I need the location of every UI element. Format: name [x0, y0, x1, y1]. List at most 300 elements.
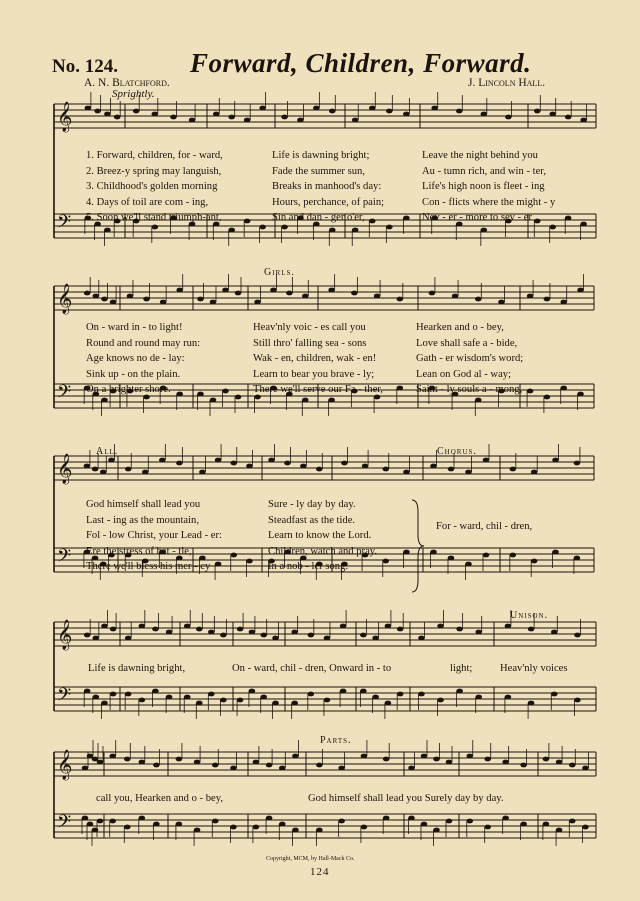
notehead	[143, 297, 150, 302]
notehead	[465, 470, 472, 475]
notehead	[108, 458, 115, 463]
notehead	[582, 766, 589, 771]
notehead	[484, 825, 491, 830]
notehead	[152, 627, 159, 632]
notehead	[196, 701, 203, 706]
lyric-line: Sink up - on the plain.	[86, 368, 181, 380]
notehead	[403, 216, 410, 221]
all-label: All.	[96, 446, 119, 457]
notehead	[430, 464, 437, 469]
notehead	[456, 689, 463, 694]
notehead	[230, 825, 237, 830]
notehead	[397, 692, 404, 697]
notehead	[505, 695, 512, 700]
notehead	[266, 763, 273, 768]
notehead	[397, 297, 404, 302]
notehead	[279, 766, 286, 771]
notehead	[244, 118, 251, 123]
page-number: 124	[310, 866, 330, 878]
notehead	[104, 112, 111, 117]
words-credit: A. N. Blatchford.	[84, 77, 170, 89]
notehead	[110, 300, 117, 305]
notehead	[300, 464, 307, 469]
notehead	[520, 763, 527, 768]
notehead	[308, 692, 315, 697]
notehead	[272, 636, 279, 641]
notehead	[505, 115, 512, 120]
notehead	[139, 816, 146, 821]
tempo-marking: Sprightly.	[112, 88, 155, 100]
notehead	[281, 115, 288, 120]
notehead	[246, 559, 253, 564]
notehead	[279, 822, 286, 827]
chorus-intro-lyric: For - ward, chil - dren,	[436, 521, 533, 532]
lyric-line: Fade the summer sun,	[272, 165, 365, 177]
notehead	[569, 763, 576, 768]
notehead	[565, 216, 572, 221]
lyric-line: Children, watch and pray.	[268, 545, 378, 557]
notehead	[125, 467, 132, 472]
lyric-line: Breaks in manhood's day:	[272, 181, 382, 192]
notehead	[260, 633, 267, 638]
notehead	[208, 692, 215, 697]
notehead	[565, 115, 572, 120]
notehead	[133, 109, 140, 114]
notehead	[110, 627, 117, 632]
notehead	[215, 458, 222, 463]
notehead	[372, 695, 379, 700]
notehead	[101, 297, 108, 302]
notehead	[196, 627, 203, 632]
notehead	[92, 467, 99, 472]
notehead	[351, 291, 358, 296]
notehead	[577, 288, 584, 293]
notehead	[475, 398, 482, 403]
notehead	[84, 291, 91, 296]
notehead	[328, 398, 335, 403]
notehead	[270, 288, 277, 293]
bass-clef: 𝄢	[57, 212, 72, 237]
notehead	[292, 828, 299, 833]
notehead	[272, 701, 279, 706]
hymn-title: Forward, Children, Forward.	[190, 48, 532, 78]
notehead	[266, 816, 273, 821]
notehead	[408, 766, 415, 771]
notehead	[259, 106, 266, 111]
notehead	[210, 300, 217, 305]
lyric-line: Fol - low Christ, your Lead - er:	[86, 530, 222, 541]
notehead	[125, 692, 132, 697]
notehead	[338, 819, 345, 824]
notehead	[104, 228, 111, 233]
notehead	[340, 624, 347, 629]
notehead	[329, 109, 336, 114]
lyric-line: Life is dawning bright;	[272, 150, 370, 161]
notehead	[466, 754, 473, 759]
notehead	[101, 624, 108, 629]
music-credit: J. Lincoln Hall.	[468, 77, 546, 89]
notehead	[448, 556, 455, 561]
notehead	[160, 300, 167, 305]
notehead	[397, 386, 404, 391]
notehead	[213, 112, 220, 117]
notehead	[124, 757, 131, 762]
notehead	[531, 470, 538, 475]
chorus-lyric: Life is dawning bright,	[88, 663, 186, 674]
notehead	[230, 553, 237, 558]
notehead	[97, 760, 104, 765]
lyric-line: Au - tumn rich, and win - ter,	[422, 165, 547, 177]
notehead	[580, 222, 587, 227]
notehead	[362, 464, 369, 469]
notehead	[361, 754, 368, 759]
notehead	[502, 816, 509, 821]
notehead	[418, 692, 425, 697]
notehead	[110, 692, 117, 697]
lyric-line: There we'll serve our Fa - ther,	[253, 384, 384, 395]
lyric-line: Learn to know the Lord.	[268, 530, 372, 541]
notehead	[386, 109, 393, 114]
notehead	[142, 470, 149, 475]
notehead	[544, 395, 551, 400]
notehead	[527, 294, 534, 299]
notehead	[220, 698, 227, 703]
notehead	[421, 754, 428, 759]
notehead	[534, 109, 541, 114]
notehead	[452, 294, 459, 299]
notehead	[556, 828, 563, 833]
verse-col-a-2	[86, 320, 200, 398]
copyright-notice: Copyright, MCM, by Hall-Mack Co.	[266, 856, 355, 862]
notehead	[544, 297, 551, 302]
notehead	[82, 816, 89, 821]
notehead	[437, 698, 444, 703]
notehead	[574, 633, 581, 638]
notehead	[456, 109, 463, 114]
lyric-line: Lean on God al - way;	[416, 368, 512, 380]
notehead	[249, 630, 256, 635]
notehead	[369, 106, 376, 111]
notehead	[237, 627, 244, 632]
notehead	[446, 819, 453, 824]
notehead	[560, 386, 567, 391]
notehead	[338, 766, 345, 771]
notehead	[222, 288, 229, 293]
notehead	[166, 695, 173, 700]
notehead	[249, 689, 256, 694]
notehead	[433, 757, 440, 762]
notehead	[235, 395, 242, 400]
bass-clef: 𝄢	[57, 382, 72, 407]
notehead	[230, 461, 237, 466]
notehead	[352, 228, 359, 233]
lyric-line: 2. Breez-y spring may languish,	[86, 165, 222, 177]
notehead	[127, 294, 134, 299]
notehead	[316, 763, 323, 768]
notehead	[93, 636, 100, 641]
notehead	[85, 106, 92, 111]
notehead	[403, 470, 410, 475]
chorus-lyric: call you, Hearken and o - bey,	[96, 793, 223, 804]
notehead	[484, 757, 491, 762]
notehead	[139, 624, 146, 629]
notehead	[260, 695, 267, 700]
bass-clef: 𝄢	[57, 546, 72, 571]
parts-label: Parts.	[320, 735, 352, 746]
lyric-line: God himself shall lead you	[86, 499, 201, 510]
lyric-line: Love shall safe a - bide,	[416, 337, 518, 349]
verse-col-b-2	[253, 320, 383, 398]
notehead	[208, 630, 215, 635]
lyric-line: Heav'nly voic - es call you	[253, 322, 366, 333]
chorus-lyric: Heav'nly voices	[500, 663, 568, 674]
notehead	[235, 291, 242, 296]
notehead	[429, 291, 436, 296]
notehead	[520, 822, 527, 827]
lyric-line: Life's high noon is fleet - ing	[422, 181, 545, 192]
notehead	[543, 757, 550, 762]
notehead	[397, 627, 404, 632]
treble-clef: 𝄞	[57, 620, 73, 650]
notehead	[341, 461, 348, 466]
notehead	[556, 760, 563, 765]
notehead	[297, 118, 304, 123]
lyric-line: On a brighter shore.	[86, 384, 171, 395]
lyric-line: 3. Childhood's golden morning	[86, 181, 218, 192]
notehead	[176, 288, 183, 293]
lyric-line: There we'll bless his mer - cy	[86, 561, 211, 572]
notehead	[580, 118, 587, 123]
notehead	[153, 822, 160, 827]
notehead	[184, 695, 191, 700]
notehead	[552, 458, 559, 463]
notehead	[194, 828, 201, 833]
notehead	[421, 822, 428, 827]
notehead	[386, 225, 393, 230]
lyric-line: In a nob - ler song.	[268, 561, 349, 572]
notehead	[94, 109, 101, 114]
notehead	[552, 550, 559, 555]
notehead	[291, 701, 298, 706]
verse-col-c-2	[416, 320, 523, 398]
notehead	[551, 692, 558, 697]
notehead	[197, 297, 204, 302]
notehead	[324, 698, 331, 703]
notehead	[194, 760, 201, 765]
notehead	[475, 297, 482, 302]
notehead	[189, 118, 196, 123]
notehead	[109, 819, 116, 824]
lyric-line: Nev - er - more to sev - er	[422, 212, 533, 223]
notehead	[199, 470, 206, 475]
notehead	[308, 633, 315, 638]
notehead	[328, 288, 335, 293]
lyric-line: 4. Days of toil are com - ing,	[86, 196, 209, 208]
notehead	[170, 115, 177, 120]
notehead	[574, 698, 581, 703]
notehead	[360, 633, 367, 638]
notehead	[152, 112, 159, 117]
notehead	[510, 467, 517, 472]
notehead	[456, 627, 463, 632]
notehead	[340, 689, 347, 694]
notehead	[510, 553, 517, 558]
treble-clef: 𝄞	[57, 454, 73, 484]
lyric-line: 5. Soon we'll stand triumph-ant,	[86, 212, 222, 223]
notehead	[361, 825, 368, 830]
verse-col-a-1	[86, 148, 223, 226]
notehead	[313, 106, 320, 111]
notehead	[222, 389, 229, 394]
notehead	[84, 689, 91, 694]
notehead	[284, 461, 291, 466]
notehead	[574, 461, 581, 466]
notehead	[125, 636, 132, 641]
notehead	[253, 760, 260, 765]
lyric-line: 1. Forward, children, for - ward,	[86, 150, 223, 161]
lyric-line: Round and round may run:	[86, 337, 201, 349]
lyric-line: Con - flicts where the might - y	[422, 196, 556, 208]
notehead	[446, 760, 453, 765]
notehead	[324, 636, 331, 641]
notehead	[139, 698, 146, 703]
notehead	[291, 630, 298, 635]
notehead	[237, 698, 244, 703]
notehead	[531, 559, 538, 564]
notehead	[577, 392, 584, 397]
notehead	[382, 559, 389, 564]
notehead	[268, 458, 275, 463]
notehead	[448, 467, 455, 472]
lyric-line: Sin and dan - ger o'er,	[272, 212, 365, 223]
lyric-line: Still thro' falling sea - sons	[253, 337, 367, 349]
notehead	[481, 112, 488, 117]
lyric-line: Age knows no de - lay:	[86, 353, 185, 364]
notehead	[84, 633, 91, 638]
notehead	[528, 627, 535, 632]
notehead	[228, 115, 235, 120]
notehead	[93, 294, 100, 299]
notehead	[582, 825, 589, 830]
notehead	[259, 225, 266, 230]
notehead	[212, 763, 219, 768]
verse-col-c-1	[422, 148, 555, 226]
notehead	[543, 822, 550, 827]
notehead	[528, 701, 535, 706]
notehead	[403, 550, 410, 555]
notehead	[84, 464, 91, 469]
notehead	[97, 819, 104, 824]
notehead	[152, 689, 159, 694]
notehead	[329, 228, 336, 233]
notehead	[437, 624, 444, 629]
lyric-line: Hearken and o - bey,	[416, 322, 504, 333]
notehead	[481, 228, 488, 233]
lyric-line: Leave the night behind you	[422, 150, 538, 161]
notehead	[286, 291, 293, 296]
notehead	[210, 398, 217, 403]
notehead	[184, 624, 191, 629]
notehead	[176, 822, 183, 827]
notehead	[374, 294, 381, 299]
notehead	[505, 624, 512, 629]
lyric-line: Learn to bear you brave - ly;	[253, 368, 375, 380]
notehead	[100, 470, 107, 475]
lyric-line: Wak - en, children, wak - en!	[253, 353, 377, 364]
lyric-line: Hours, perchance, of pain;	[272, 196, 385, 208]
notehead	[101, 398, 108, 403]
notehead	[176, 757, 183, 762]
notehead	[483, 458, 490, 463]
notehead	[383, 816, 390, 821]
notehead	[475, 630, 482, 635]
notehead	[385, 701, 392, 706]
lyric-line: Steadfast as the tide.	[268, 514, 356, 526]
notehead	[383, 757, 390, 762]
bass-clef: 𝄢	[57, 812, 72, 837]
notehead	[212, 819, 219, 824]
notehead	[93, 695, 100, 700]
notehead	[302, 294, 309, 299]
notehead	[244, 219, 251, 224]
notehead	[360, 689, 367, 694]
notehead	[569, 819, 576, 824]
unison-label: Unison.	[510, 610, 549, 621]
bass-clef: 𝄢	[57, 685, 72, 710]
notehead	[498, 300, 505, 305]
notehead	[246, 464, 253, 469]
notehead	[549, 112, 556, 117]
girls-label: Girls.	[264, 267, 295, 278]
notehead	[302, 398, 309, 403]
notehead	[475, 695, 482, 700]
hymn-number: No. 124.	[52, 56, 118, 77]
chorus-lyric: On - ward, chil - dren, Onward in - to	[232, 663, 392, 674]
lyric-line: Gath - er wisdom's word;	[416, 353, 524, 364]
treble-clef: 𝄞	[57, 102, 73, 132]
treble-clef: 𝄞	[57, 284, 73, 314]
notehead	[574, 556, 581, 561]
notehead	[430, 550, 437, 555]
notehead	[527, 389, 534, 394]
notehead	[228, 228, 235, 233]
notehead	[352, 118, 359, 123]
chorus-lyric: light;	[450, 663, 473, 674]
notehead	[483, 553, 490, 558]
verse-col-a-3	[86, 497, 222, 575]
notehead	[82, 766, 89, 771]
notehead	[560, 300, 567, 305]
lyric-line: Sure - ly day by day.	[268, 499, 356, 510]
verse-col-b-1	[272, 148, 384, 226]
notehead	[153, 763, 160, 768]
notehead	[403, 112, 410, 117]
notehead	[465, 562, 472, 567]
lyric-line: Saint - ly souls a - mong,	[416, 384, 523, 395]
notehead	[466, 819, 473, 824]
notehead	[433, 828, 440, 833]
notehead	[176, 461, 183, 466]
notehead	[382, 467, 389, 472]
notehead	[418, 636, 425, 641]
verse-brace	[412, 500, 424, 592]
notehead	[254, 300, 261, 305]
treble-clef: 𝄞	[57, 750, 73, 780]
lyric-line: Ere the stress of bat - tle,	[86, 545, 192, 557]
notehead	[109, 754, 116, 759]
notehead	[220, 633, 227, 638]
notehead	[372, 636, 379, 641]
